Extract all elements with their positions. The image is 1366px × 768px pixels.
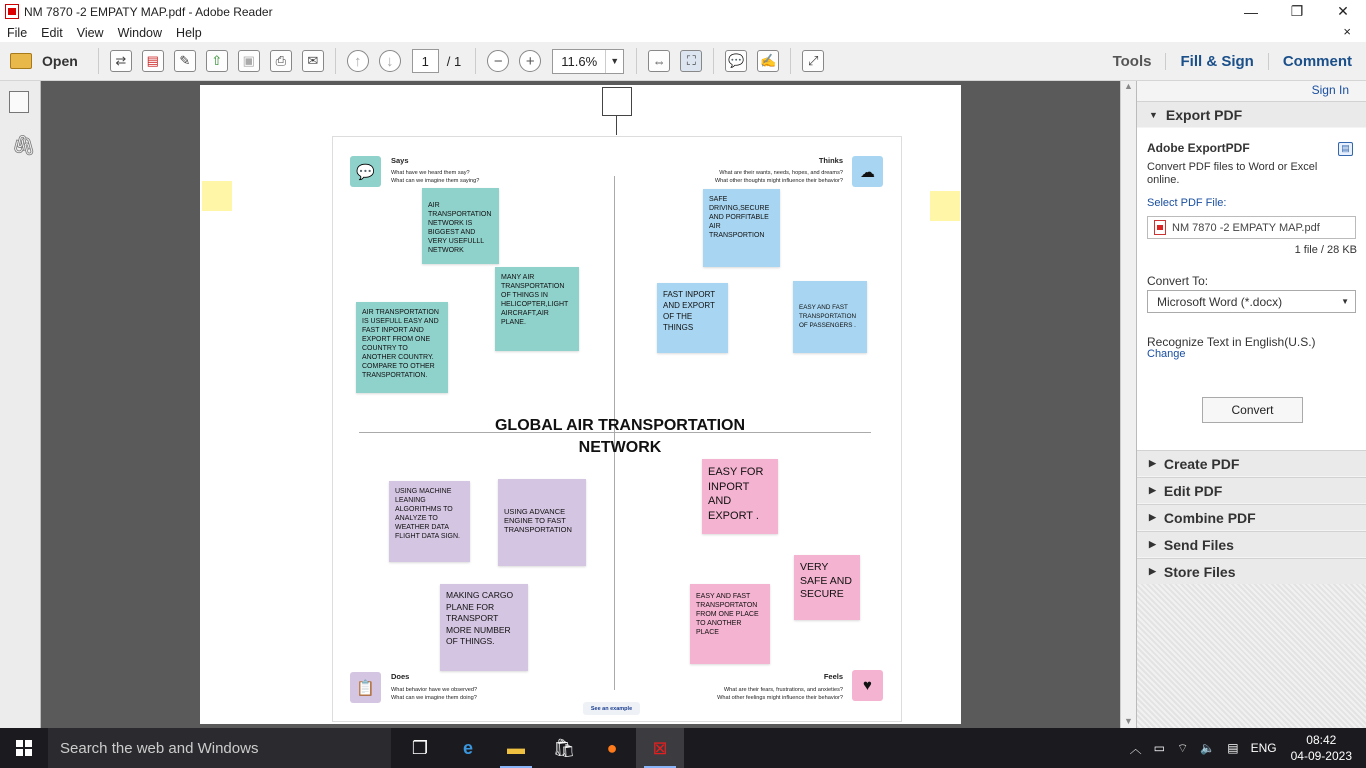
- zoom-value: 11.6%: [561, 53, 598, 69]
- edit-pdf-header[interactable]: [1137, 477, 1366, 503]
- previous-page-icon[interactable]: ↑: [347, 50, 369, 72]
- toolbar-divider: [713, 48, 714, 74]
- export-pdf-header[interactable]: [1137, 101, 1366, 127]
- title-bar: [0, 0, 1366, 23]
- search-placeholder: Search the web and Windows: [60, 739, 259, 757]
- system-tray: [1124, 728, 1366, 768]
- full-screen-icon[interactable]: ⤢: [802, 50, 824, 72]
- edit-pdf-icon[interactable]: ✎: [174, 50, 196, 72]
- export-pdf-label: Export PDF: [1165, 106, 1243, 123]
- export-description: Convert PDF files to Word or Excel online.: [1147, 161, 1318, 186]
- recognize-text-label: Recognize Text in English(U.S.): [1147, 335, 1316, 349]
- save-icon[interactable]: ▣: [238, 50, 260, 72]
- fit-page-icon[interactable]: ⛶: [680, 50, 702, 72]
- does-note-3: MAKING CARGO PLANE FOR TRANSPORT MORE NUMBER OF THINGS.: [440, 584, 528, 671]
- convert-to-select[interactable]: [1147, 290, 1356, 313]
- fill-sign-link[interactable]: Fill & Sign: [1165, 53, 1267, 70]
- does-sub2: What can we imagine them doing?: [391, 695, 477, 701]
- menu-help[interactable]: Help: [176, 25, 202, 40]
- feels-note-3: EASY AND FAST TRANSPORTATON FROM ONE PLACE TO ANOTHER PLACE: [690, 584, 770, 664]
- convert-button[interactable]: Convert: [1202, 397, 1303, 423]
- send-files-header[interactable]: [1137, 531, 1366, 557]
- feels-heading: Feels: [823, 672, 843, 681]
- action-center-icon[interactable]: ▤: [1227, 741, 1239, 755]
- store-icon[interactable]: 🛍: [552, 737, 576, 758]
- menu-file[interactable]: File: [7, 25, 28, 40]
- does-note-1: USING MACHINE LEANING ALGORITHMS TO ANALYZE TO WEATHER DATA FLIGHT DATA SIGN.: [389, 481, 470, 562]
- chevron-right-icon: ▶: [1149, 539, 1156, 549]
- minimize-button[interactable]: —: [1244, 3, 1258, 20]
- page-total: / 1: [446, 53, 462, 69]
- chevron-right-icon: ▶: [1149, 566, 1156, 576]
- says-sub1: What have we heard them say?: [391, 170, 470, 176]
- toolbar-divider: [636, 48, 637, 74]
- edge-icon[interactable]: e: [462, 737, 473, 758]
- menu-edit[interactable]: Edit: [41, 25, 63, 40]
- clock-time: 08:42: [1306, 733, 1337, 747]
- thinks-note-3: EASY AND FAST TRANSPORTATION OF PASSENGERS .: [793, 281, 867, 353]
- zoom-out-icon[interactable]: −: [487, 50, 509, 72]
- page-thumbnails-icon[interactable]: [9, 91, 29, 113]
- zoom-select[interactable]: [552, 49, 624, 74]
- window-controls: [1228, 0, 1366, 23]
- feels-sub1: What are their fears, frustrations, and anxieties?: [723, 687, 843, 693]
- yellow-sticky-right: [930, 191, 960, 221]
- open-label: Open: [42, 53, 78, 69]
- feels-note-1: EASY FOR INPORT AND EXPORT .: [702, 459, 778, 534]
- wifi-icon[interactable]: ⌔: [1177, 740, 1189, 755]
- yellow-sticky-left: [202, 181, 232, 211]
- chevron-right-icon: ▶: [1149, 458, 1156, 468]
- thinks-sub1: What are their wants, needs, hopes, and dreams?: [719, 170, 843, 176]
- clipboard-icon: 📋: [350, 672, 381, 703]
- convert-to-label: Convert To:: [1147, 274, 1209, 288]
- open-button[interactable]: [10, 53, 78, 69]
- toolbar-divider: [790, 48, 791, 74]
- chevron-down-icon: ▼: [1149, 109, 1158, 120]
- zoom-in-icon[interactable]: +: [519, 50, 541, 72]
- restore-button[interactable]: ❐: [1290, 3, 1304, 19]
- email-icon[interactable]: ✉: [302, 50, 324, 72]
- thought-cloud-icon: ☁: [852, 156, 883, 187]
- thinks-sub2: What other thoughts might influence their behavior?: [714, 178, 843, 184]
- adobe-exportpdf-title: Adobe ExportPDF: [1147, 141, 1250, 155]
- says-sub2: What can we imagine them saying?: [391, 178, 480, 184]
- send-files-label: Send Files: [1163, 536, 1234, 553]
- map-title: GLOBAL AIR TRANSPORTATION NETWORK: [494, 417, 746, 456]
- change-language-link[interactable]: Change: [1147, 348, 1186, 360]
- combine-pdf-header[interactable]: [1137, 504, 1366, 530]
- file-info: 1 file / 28 KB: [1294, 244, 1357, 256]
- thinks-note-1: SAFE DRIVING,SECURE AND PORFITABLE AIR TRANSPORTION: [703, 189, 780, 267]
- toolbar-divider: [335, 48, 336, 74]
- heart-icon: ♥: [852, 670, 883, 701]
- says-note-2: MANY AIR TRANSPORTATION OF THINGS IN HELICOPTER,LIGHT AIRCRAFT,AIR PLANE.: [495, 267, 579, 351]
- sticky-note-icon[interactable]: 💬: [725, 50, 747, 72]
- adobe-reader-icon: [5, 4, 19, 19]
- thinks-heading: Thinks: [818, 156, 843, 165]
- create-pdf-label: Create PDF: [1163, 455, 1240, 472]
- language-indicator[interactable]: ENG: [1250, 741, 1277, 755]
- vertical-scrollbar[interactable]: [1120, 81, 1136, 728]
- window-title: NM 7870 -2 EMPATY MAP.pdf - Adobe Reader: [24, 4, 273, 19]
- connector-line: [616, 116, 617, 135]
- adobe-reader-taskbar-icon[interactable]: ⊠: [636, 728, 684, 768]
- chevron-up-icon[interactable]: ︿: [1129, 741, 1142, 756]
- close-button[interactable]: ✕: [1337, 3, 1349, 19]
- edit-pdf-label: Edit PDF: [1163, 482, 1223, 499]
- create-pdf-icon[interactable]: ⇄: [110, 50, 132, 72]
- fit-width-icon[interactable]: ⇔: [648, 50, 670, 72]
- says-note-1: AIR TRANSPORTATION NETWORK IS BIGGEST AND VERY USEFULLL NETWORK: [422, 188, 499, 264]
- sign-in-link[interactable]: Sign In: [1311, 83, 1349, 97]
- toolbar-divider: [98, 48, 99, 74]
- taskbar-apps: [396, 728, 684, 768]
- attachment-icon[interactable]: 🖇: [11, 135, 37, 157]
- combine-pdf-label: Combine PDF: [1163, 509, 1256, 526]
- speech-bubble-icon: 💬: [350, 156, 381, 187]
- scroll-down-icon[interactable]: ▼: [1124, 716, 1133, 726]
- convert-to-value: Microsoft Word (*.docx): [1157, 294, 1283, 309]
- menu-bar: [0, 23, 1366, 42]
- menu-view[interactable]: View: [76, 25, 104, 40]
- select-pdf-label: Select PDF File:: [1147, 197, 1227, 209]
- file-explorer-icon[interactable]: ▬: [492, 728, 540, 768]
- thinks-note-2: FAST INPORT AND EXPORT OF THE THINGS: [657, 283, 728, 353]
- does-note-2: USING ADVANCE ENGINE TO FAST TRANSPORTATION: [498, 479, 586, 566]
- exportpdf-info-icon[interactable]: ▤: [1338, 142, 1353, 156]
- chevron-right-icon: ▶: [1149, 512, 1156, 522]
- selected-file-field[interactable]: [1147, 216, 1356, 239]
- says-heading: Says: [391, 156, 409, 165]
- navigation-pane: [0, 81, 41, 728]
- cloud-upload-icon[interactable]: ⇧: [206, 50, 228, 72]
- does-sub1: What behavior have we observed?: [391, 687, 478, 693]
- create-pdf-header[interactable]: [1137, 450, 1366, 476]
- battery-icon[interactable]: ▭: [1153, 741, 1166, 755]
- next-page-icon[interactable]: ↓: [379, 50, 401, 72]
- tools-link[interactable]: Tools: [1112, 53, 1152, 70]
- toolbar-divider: [475, 48, 476, 74]
- says-note-3: AIR TRANSPORTATION IS USEFULL EASY AND FAST INPORT AND EXPORT FROM ONE COUNTRY TO ANOTHER COUNTRY. COMPARE TO OTHER TRANSPORTATION.: [356, 302, 448, 393]
- clock[interactable]: [1291, 732, 1352, 764]
- does-heading: Does: [391, 672, 410, 681]
- scroll-up-icon[interactable]: ▲: [1124, 81, 1133, 91]
- store-files-header[interactable]: [1137, 558, 1366, 584]
- selected-file-name: NM 7870 -2 EMPATY MAP.pdf: [1172, 221, 1320, 234]
- volume-icon[interactable]: 🔈: [1200, 741, 1216, 755]
- task-view-icon[interactable]: ❐: [411, 737, 429, 758]
- task-pane-links: [1099, 42, 1366, 81]
- menu-window[interactable]: Window: [117, 25, 163, 40]
- store-files-label: Store Files: [1163, 563, 1236, 580]
- chevron-down-icon: ▼: [1341, 297, 1349, 306]
- page-number-input[interactable]: 1: [412, 49, 439, 73]
- highlight-icon[interactable]: ✍: [757, 50, 779, 72]
- windows-logo-icon: [16, 740, 32, 756]
- connector-box: [602, 87, 632, 116]
- chevron-down-icon: ▼: [605, 50, 623, 73]
- export-pdf-icon[interactable]: ▤: [142, 50, 164, 72]
- clock-date: 04-09-2023: [1290, 749, 1352, 763]
- print-icon[interactable]: ⎙: [270, 50, 292, 72]
- see-example-link[interactable]: See an example: [583, 702, 640, 715]
- pdf-file-icon: [1154, 220, 1166, 235]
- empty-panel-area: [1137, 584, 1366, 728]
- feels-sub2: What other feelings might influence their behavior?: [717, 695, 843, 701]
- folder-icon: [10, 53, 32, 69]
- feels-note-2: VERY SAFE AND SECURE: [794, 555, 860, 620]
- start-button[interactable]: [0, 728, 48, 768]
- chevron-right-icon: ▶: [1149, 485, 1156, 495]
- firefox-icon[interactable]: ●: [606, 737, 618, 758]
- taskbar-search[interactable]: [48, 728, 391, 768]
- comment-link[interactable]: Comment: [1268, 53, 1366, 70]
- close-document-button[interactable]: ×: [1343, 24, 1351, 39]
